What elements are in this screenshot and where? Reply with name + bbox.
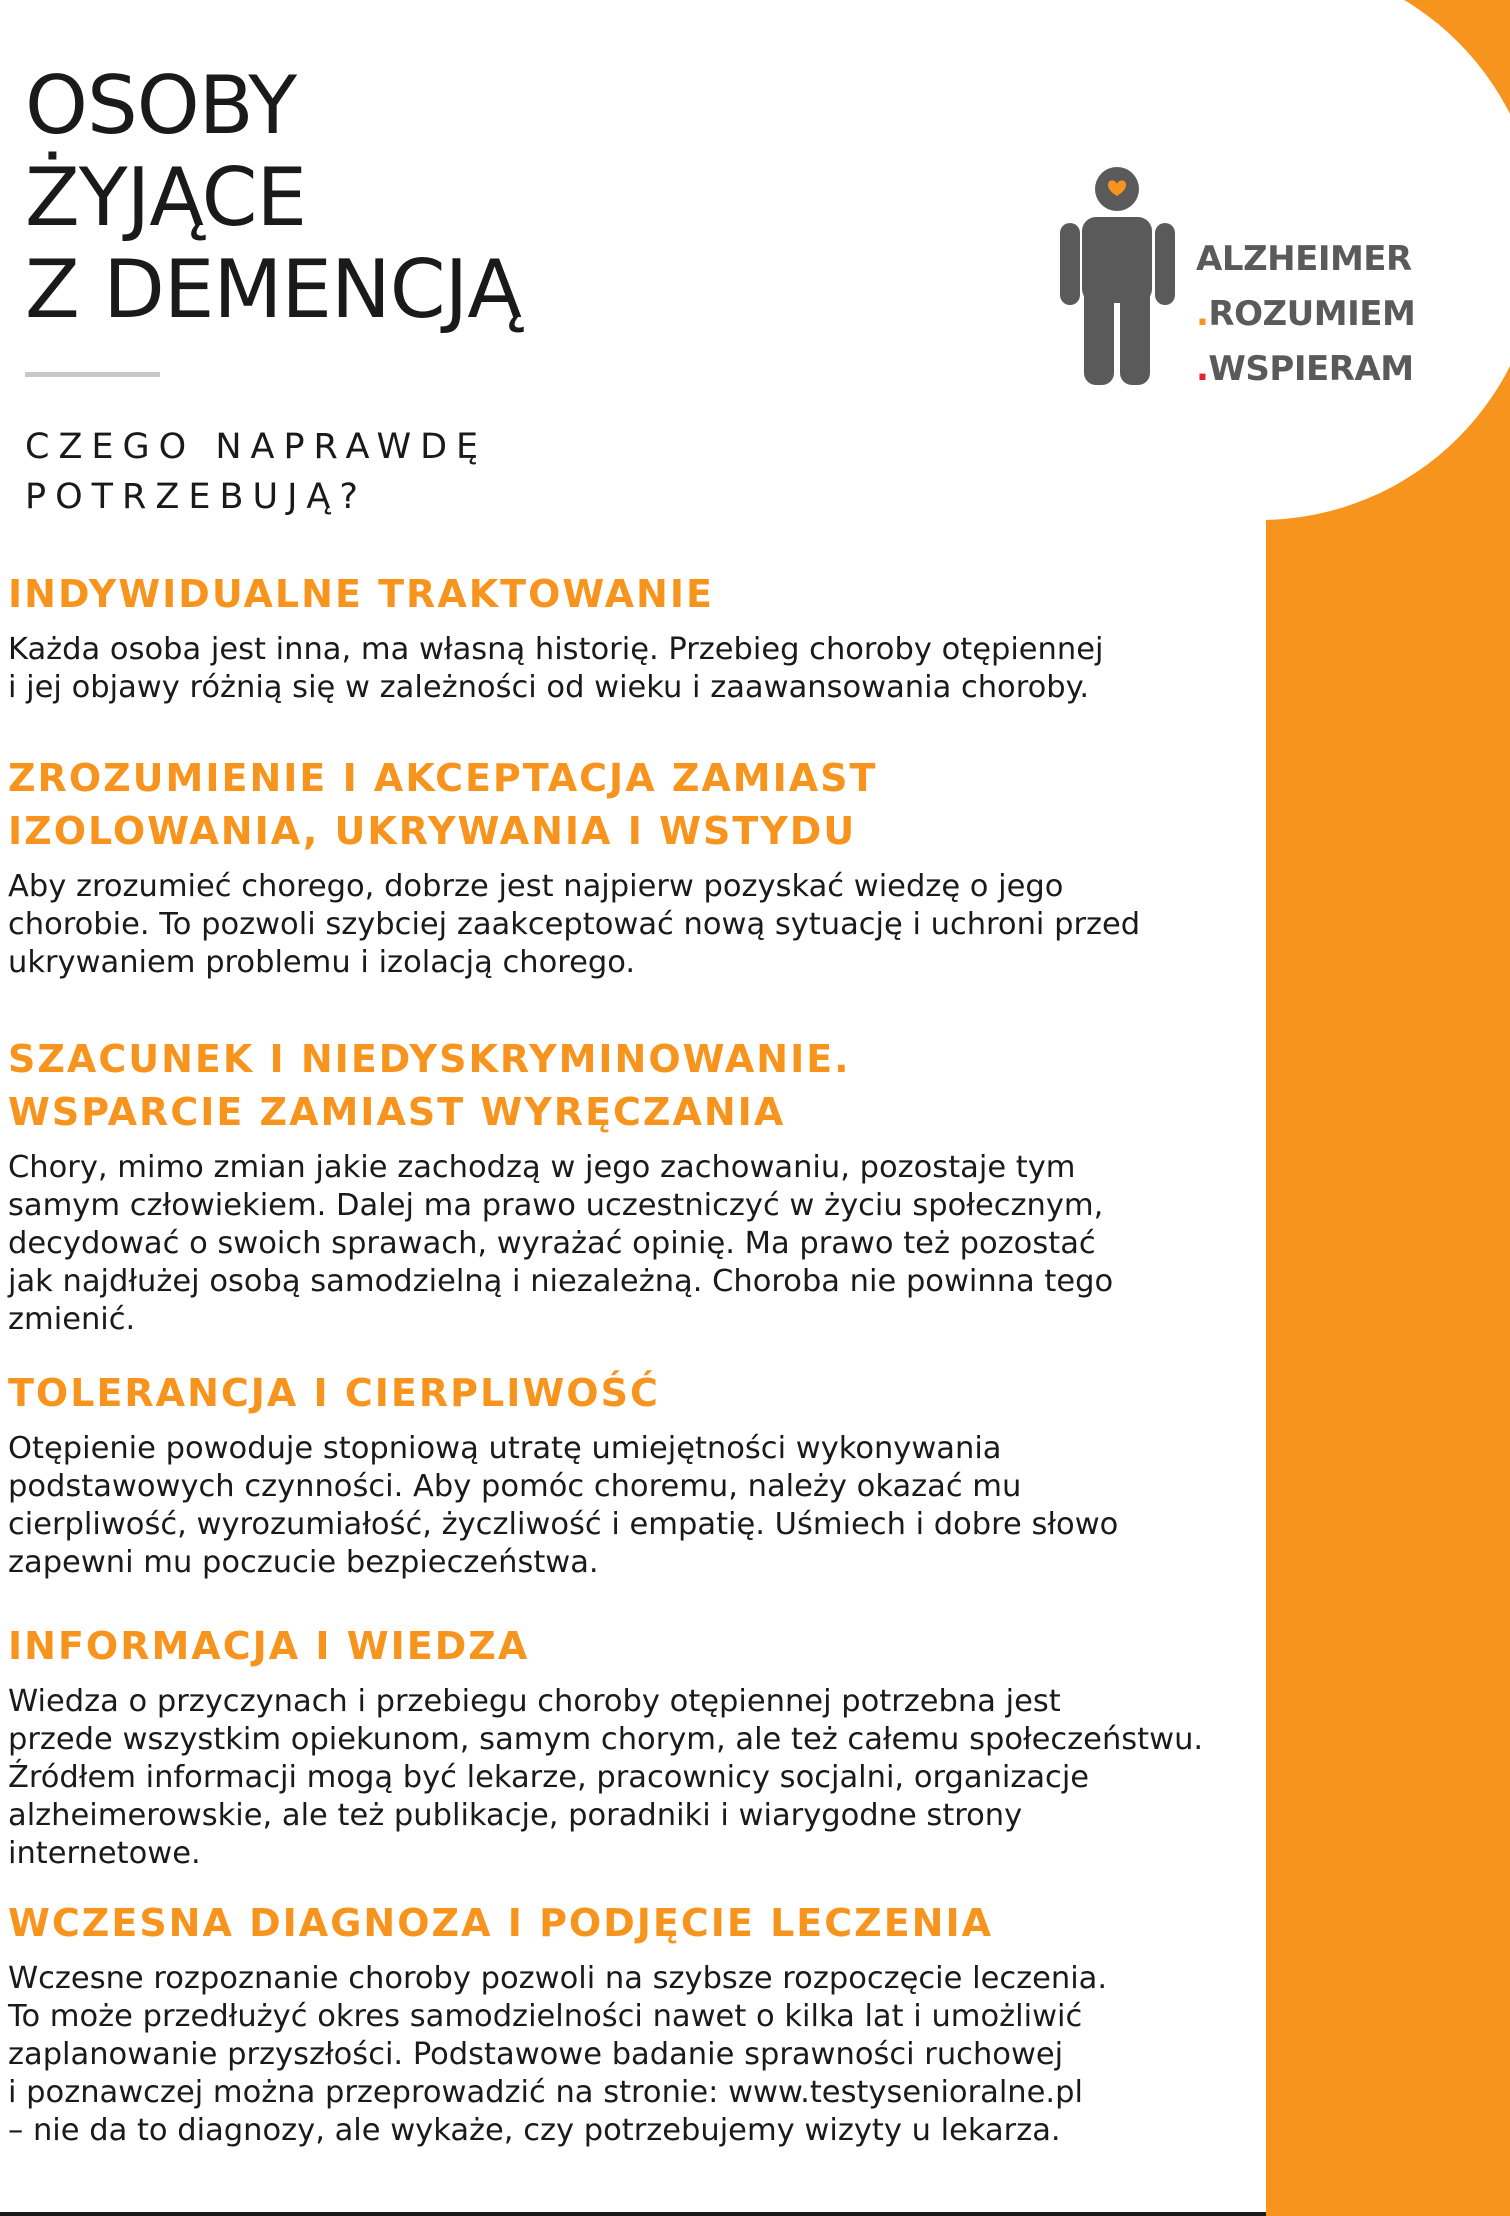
logo-line-rozumiem bbox=[1196, 287, 1415, 342]
heading-line: ZROZUMIENIE I AKCEPTACJA ZAMIAST bbox=[8, 756, 878, 800]
body-line: Wczesne rozpoznanie choroby pozwoli na szybsze rozpoczęcie leczenia. bbox=[8, 1961, 1108, 1996]
section-body bbox=[8, 1149, 1248, 1339]
title-line-3: Z DEMENCJĄ bbox=[25, 243, 521, 336]
heading-line: IZOLOWANIA, UKRYWANIA I WSTYDU bbox=[8, 809, 857, 853]
body-line: i poznawczej można przeprowadzić na stronie: www.testysenioralne.pl bbox=[8, 2075, 1083, 2110]
body-line: chorobie. To pozwoli szybciej zaakceptować nową sytuację i uchroni przed bbox=[8, 907, 1141, 942]
body-line: Źródłem informacji mogą być lekarze, pracownicy socjalni, organizacje bbox=[8, 1760, 1090, 1795]
logo-line-alzheimer: ALZHEIMER bbox=[1196, 239, 1412, 279]
body-line: alzheimerowskie, ale też publikacje, poradniki i wiarygodne strony bbox=[8, 1798, 1023, 1833]
body-line: samym człowiekiem. Dalej ma prawo uczestniczyć w życiu społecznym, bbox=[8, 1188, 1104, 1223]
title-line-1: OSOBY bbox=[25, 59, 297, 152]
section-heading: INDYWIDUALNE TRAKTOWANIE bbox=[8, 572, 714, 616]
body-line: zaplanowanie przyszłości. Podstawowe badanie sprawności ruchowej bbox=[8, 2037, 1064, 2072]
logo-word-rozumiem: ROZUMIEM bbox=[1208, 294, 1416, 334]
body-line: ukrywaniem problemu i izolacją chorego. bbox=[8, 945, 636, 980]
section-zrozumienie-i-akceptacja bbox=[8, 752, 1248, 982]
section-szacunek-i-niedyskryminowanie bbox=[8, 1033, 1248, 1339]
body-line: zmienić. bbox=[8, 1302, 136, 1337]
title-divider bbox=[25, 372, 160, 377]
body-line: podstawowych czynności. Aby pomóc choremu, należy okazać mu bbox=[8, 1469, 1022, 1504]
section-heading: INFORMACJA I WIEDZA bbox=[8, 1624, 530, 1668]
page-title bbox=[25, 60, 521, 336]
page-subtitle bbox=[25, 422, 487, 522]
section-informacja-i-wiedza bbox=[8, 1620, 1248, 1873]
section-body bbox=[8, 1960, 1248, 2150]
bottom-border bbox=[0, 2212, 1266, 2216]
section-heading bbox=[8, 1033, 1248, 1139]
section-body bbox=[8, 1430, 1248, 1582]
section-heading bbox=[8, 752, 1248, 858]
body-line: Każda osoba jest inna, ma własną historię. Przebieg choroby otępiennej bbox=[8, 632, 1104, 667]
body-line: zapewni mu poczucie bezpieczeństwa. bbox=[8, 1545, 599, 1580]
body-line: cierpliwość, wyrozumiałość, życzliwość i empatię. Uśmiech i dobre słowo bbox=[8, 1507, 1119, 1542]
body-line: Wiedza o przyczynach i przebiegu choroby otępiennej potrzebna jest bbox=[8, 1684, 1061, 1719]
section-tolerancja-i-cierpliwosc bbox=[8, 1367, 1248, 1582]
logo-word-wspieram: WSPIERAM bbox=[1208, 349, 1414, 389]
logo-line-wspieram bbox=[1196, 342, 1415, 397]
logo-dot-orange: . bbox=[1196, 294, 1209, 334]
logo-text bbox=[1196, 232, 1415, 397]
subtitle-line-1: CZEGO NAPRAWDĘ bbox=[25, 427, 488, 467]
body-line: i jej objawy różnią się w zależności od wieku i zaawansowania choroby. bbox=[8, 670, 1090, 705]
person-heart-icon bbox=[1060, 165, 1175, 385]
heading-line: WSPARCIE ZAMIAST WYRĘCZANIA bbox=[8, 1090, 786, 1134]
body-line: – nie da to diagnozy, ale wykaże, czy potrzebujemy wizyty u lekarza. bbox=[8, 2113, 1061, 2148]
body-line: Otępienie powoduje stopniową utratę umiejętności wykonywania bbox=[8, 1431, 1002, 1466]
body-line: To może przedłużyć okres samodzielności nawet o kilka lat i umożliwić bbox=[8, 1999, 1083, 2034]
section-body bbox=[8, 868, 1248, 982]
title-line-2: ŻYJĄCE bbox=[25, 151, 306, 244]
section-wczesna-diagnoza bbox=[8, 1897, 1248, 2150]
body-line: Chory, mimo zmian jakie zachodzą w jego zachowaniu, pozostaje tym bbox=[8, 1150, 1076, 1185]
body-line: przede wszystkim opiekunom, samym chorym, ale też całemu społeczeństwu. bbox=[8, 1722, 1204, 1757]
section-body bbox=[8, 1683, 1248, 1873]
body-line: decydować o swoich sprawach, wyrażać opinię. Ma prawo też pozostać bbox=[8, 1226, 1096, 1261]
logo-dot-red: . bbox=[1196, 349, 1209, 389]
body-line: internetowe. bbox=[8, 1836, 201, 1871]
section-indywidualne-traktowanie bbox=[8, 568, 1248, 707]
section-heading: WCZESNA DIAGNOZA I PODJĘCIE LECZENIA bbox=[8, 1901, 994, 1945]
body-line: jak najdłużej osobą samodzielną i niezależną. Choroba nie powinna tego bbox=[8, 1264, 1114, 1299]
subtitle-line-2: POTRZEBUJĄ? bbox=[25, 477, 367, 517]
heading-line: SZACUNEK I NIEDYSKRYMINOWANIE. bbox=[8, 1037, 851, 1081]
section-heading: TOLERANCJA I CIERPLIWOŚĆ bbox=[8, 1371, 660, 1415]
section-body bbox=[8, 631, 1248, 707]
body-line: Aby zrozumieć chorego, dobrze jest najpierw pozyskać wiedzę o jego bbox=[8, 869, 1064, 904]
